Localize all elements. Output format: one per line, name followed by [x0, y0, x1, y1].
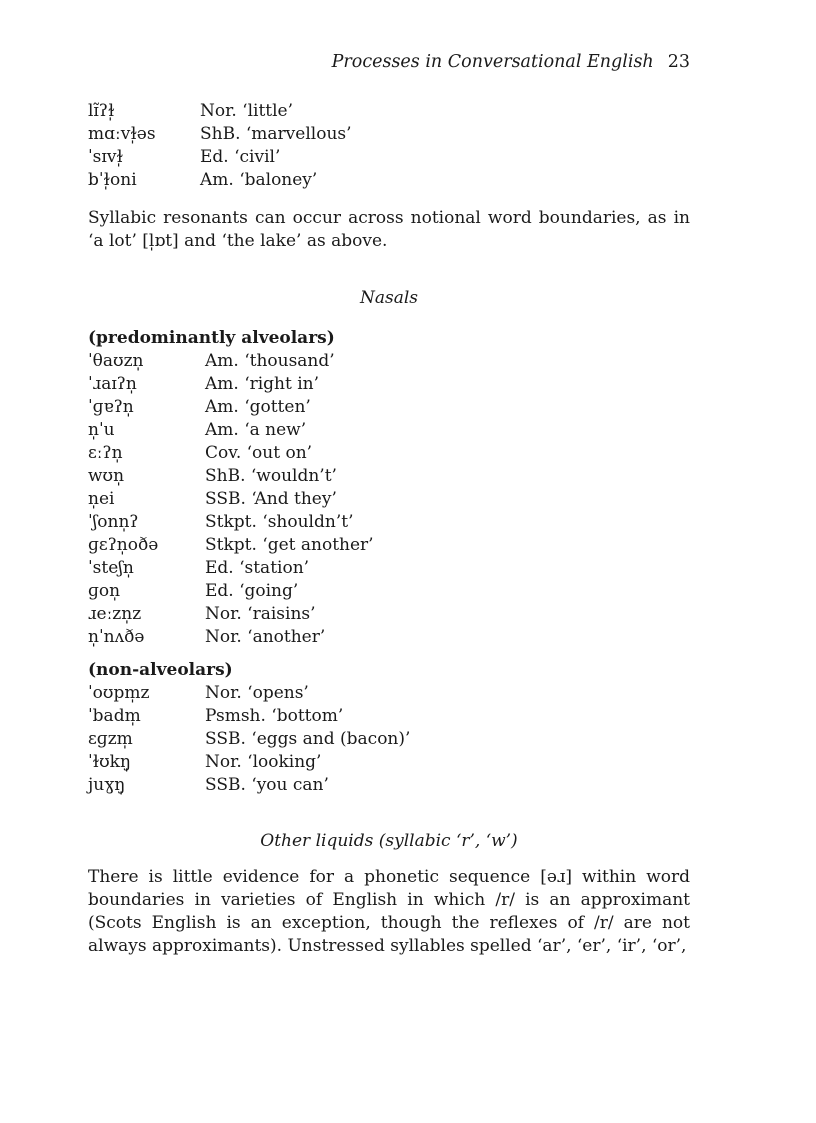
phonetic-form: ˈɫʊkŋ̩: [88, 752, 131, 772]
gloss: SSB. ‘And they’: [205, 489, 337, 509]
phonetic-form: n̩ei: [88, 489, 115, 509]
phonetic-form: ˈʃonn̩ʔ: [88, 512, 139, 532]
phonetic-form: ˈɡɐʔn̩: [88, 397, 134, 417]
subheading-alveolars: (predominantly alveolars): [88, 328, 335, 348]
example-row: [88, 465, 690, 488]
gloss: Am. ‘baloney’: [200, 170, 318, 190]
example-row: [88, 123, 690, 146]
example-row: [88, 350, 690, 373]
gloss: Am. ‘right in’: [205, 374, 320, 394]
gloss: ShB. ‘marvellous’: [200, 124, 352, 144]
example-row: [88, 682, 690, 705]
phonetic-form: wʊn̩: [88, 466, 125, 486]
example-row: [88, 728, 690, 751]
example-row: [88, 373, 690, 396]
section-heading-other-liquids: Other liquids (syllabic ‘r’, ‘w’): [260, 831, 518, 851]
gloss: Nor. ‘looking’: [205, 752, 322, 772]
running-head: [88, 50, 690, 74]
paragraph-other-liquids: There is little evidence for a phonetic sequence [əɹ] within word boundaries in varieties of English in which /r/ is an approximant (Scots English is an exception, though the reflexes of /r/ are not always approximants). Unstressed syllables spelled ‘ar’, ‘er’, ‘ir’, ‘or’,: [88, 867, 690, 956]
gloss: Nor. ‘raisins’: [205, 604, 316, 624]
paragraph-syllabic-resonants: Syllabic resonants can occur across notional word boundaries, as in ‘a lot’ [l̩ɒt] and ‘the lake’ as above.: [88, 208, 690, 251]
gloss: Cov. ‘out on’: [205, 443, 313, 463]
example-row: [88, 557, 690, 580]
phonetic-form: ˈsɪvɫ̩: [88, 147, 123, 167]
example-row: [88, 626, 690, 649]
example-row: [88, 751, 690, 774]
example-row: [88, 100, 690, 123]
page: [88, 50, 690, 958]
gloss: Stkpt. ‘shouldn’t’: [205, 512, 354, 532]
phonetic-form: ˈɹaɪʔn̩: [88, 374, 137, 394]
gloss: Nor. ‘little’: [200, 101, 294, 121]
gloss: Stkpt. ‘get another’: [205, 535, 374, 555]
phonetic-form: ɡon̩: [88, 581, 121, 601]
example-row: [88, 511, 690, 534]
gloss: Am. ‘a new’: [205, 420, 307, 440]
gloss: Ed. ‘going’: [205, 581, 299, 601]
example-row: [88, 419, 690, 442]
example-row: [88, 603, 690, 626]
example-row: [88, 442, 690, 465]
gloss: Psmsh. ‘bottom’: [205, 706, 344, 726]
phonetic-form: lɪ̃ʔɫ̩: [88, 101, 115, 121]
phonetic-form: ɹeːzn̩z: [88, 604, 142, 624]
example-row: [88, 705, 690, 728]
gloss: Ed. ‘civil’: [200, 147, 281, 167]
example-row: [88, 534, 690, 557]
examples-alveolars: [88, 350, 690, 649]
phonetic-form: ˈoʊpm̩z: [88, 683, 150, 703]
phonetic-form: bˈɫ̩oni: [88, 170, 137, 190]
gloss: SSB. ‘eggs and (bacon)’: [205, 729, 411, 749]
phonetic-form: ɛɡzm̩: [88, 729, 133, 749]
subheading-non-alveolars: (non-alveolars): [88, 660, 233, 680]
running-head-title: Processes in Conversational English: [331, 52, 654, 72]
gloss: Nor. ‘another’: [205, 627, 326, 647]
phonetic-form: ɛːʔn̩: [88, 443, 123, 463]
phonetic-form: juɣŋ̩: [88, 775, 126, 795]
phonetic-form: ɡɛʔn̩oðə: [88, 535, 159, 555]
phonetic-form: mɑːvɫ̩əs: [88, 124, 156, 144]
phonetic-form: ˈsteʃn̩: [88, 558, 134, 578]
phonetic-form: ˈbadm̩: [88, 706, 141, 726]
phonetic-form: n̩ˈnʌðə: [88, 627, 145, 647]
example-row: [88, 169, 690, 192]
gloss: Ed. ‘station’: [205, 558, 310, 578]
examples-non-alveolars: [88, 682, 690, 797]
gloss: Am. ‘thousand’: [205, 351, 335, 371]
example-row: [88, 146, 690, 169]
section-heading-nasals: Nasals: [359, 288, 419, 308]
examples-top: [88, 100, 690, 192]
gloss: Nor. ‘opens’: [205, 683, 309, 703]
example-row: [88, 488, 690, 511]
example-row: [88, 580, 690, 603]
gloss: ShB. ‘wouldn’t’: [205, 466, 337, 486]
gloss: SSB. ‘you can’: [205, 775, 329, 795]
example-row: [88, 774, 690, 797]
phonetic-form: n̩ˈu: [88, 420, 115, 440]
gloss: Am. ‘gotten’: [205, 397, 311, 417]
page-number: 23: [667, 52, 690, 72]
example-row: [88, 396, 690, 419]
phonetic-form: ˈθaʊzn̩: [88, 351, 144, 371]
